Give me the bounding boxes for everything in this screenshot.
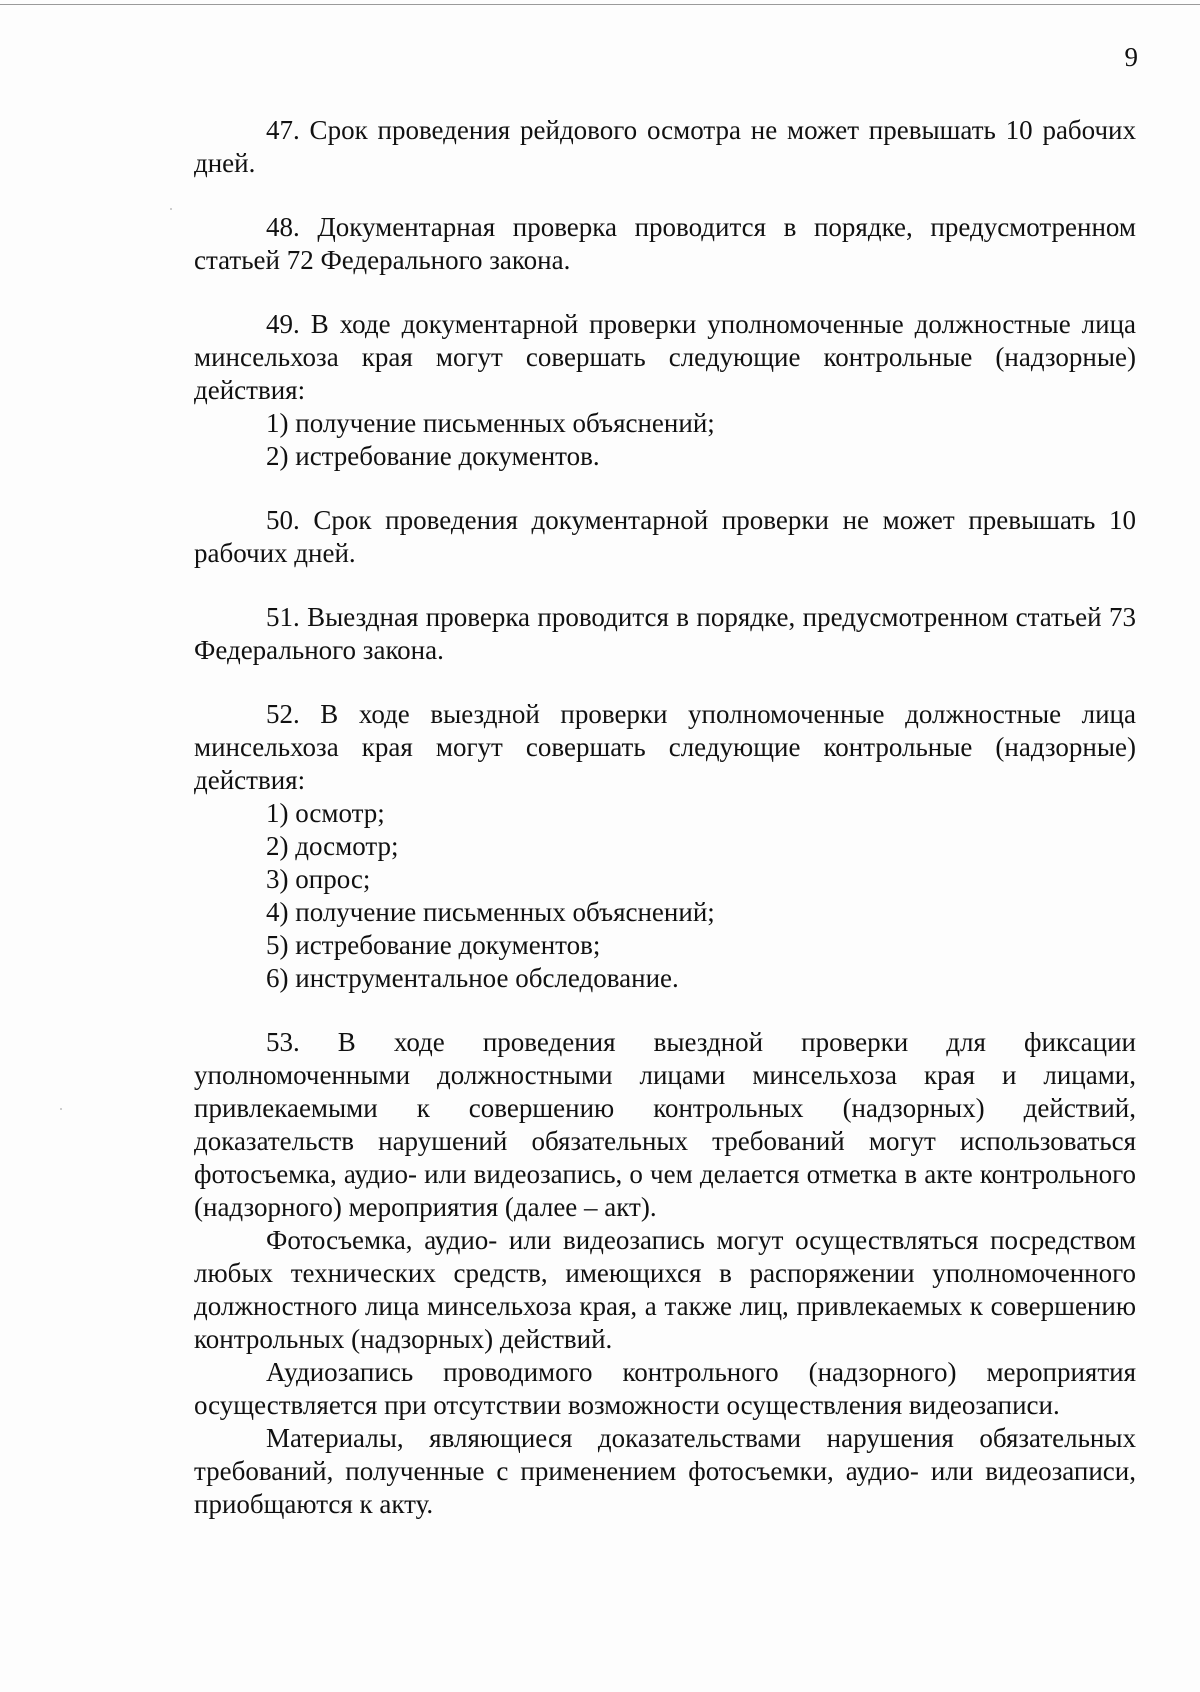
list-item: 5) истребование документов; [266,930,601,960]
paragraph-53-sub: Фотосъемка, аудио- или видеозапись могут осуществляться посредством любых технических средств, имеющихся в распоряжении уполномоченного должностного лица минсельхоза края, а также лиц, привлекаемых к совершению контрольных (надзорных) действий. [194,1225,1136,1354]
list-item: 1) получение письменных объяснений; [266,408,715,438]
paragraph-52: 52. В ходе выездной проверки уполномоченные должностные лица минсельхоза края могут совершать следующие контрольные (надзорные) действия: [194,699,1136,795]
paragraph-49: 49. В ходе документарной проверки уполномоченные должностные лица минсельхоза края могут совершать следующие контрольные (надзорные) действия: [194,309,1136,405]
list-item: 3) опрос; [266,864,371,894]
page-number: 9 [1124,42,1138,72]
list-item: 2) досмотр; [266,831,399,861]
paragraph-47: 47. Срок проведения рейдового осмотра не может превышать 10 рабочих дней. [194,115,1136,178]
paragraph-48: 48. Документарная проверка проводится в порядке, предусмотренном статьей 72 Федерального закона. [194,212,1136,275]
paragraph-51: 51. Выездная проверка проводится в порядке, предусмотренном статьей 73 Федерального закона. [194,602,1136,665]
list-item: 6) инструментальное обследование. [266,963,679,993]
scan-edge-line [0,4,1200,5]
paragraph-53: 53. В ходе проведения выездной проверки для фиксации уполномоченными должностными лицами минсельхоза края и лицами, привлекаемыми к совершению контрольных (надзорных) действий, доказательств нарушений обязательных требований могут использоваться фотосъемка, аудио- или видеозапись, о чем делается отметка в акте контрольного (надзорного) мероприятия (далее – акт). [194,1027,1136,1222]
list-item: 4) получение письменных объяснений; [266,897,715,927]
paragraph-53-sub: Аудиозапись проводимого контрольного (надзорного) мероприятия осуществляется при отсутствии возможности осуществления видеозаписи. [194,1357,1136,1420]
scan-speck [170,208,172,210]
scan-speck [60,1108,62,1110]
list-item: 1) осмотр; [266,798,385,828]
paragraph-53-sub: Материалы, являющиеся доказательствами нарушения обязательных требований, полученные с применением фотосъемки, аудио- или видеозаписи, приобщаются к акту. [194,1423,1136,1519]
document-body [194,114,1136,1521]
paragraph-50: 50. Срок проведения документарной проверки не может превышать 10 рабочих дней. [194,505,1136,568]
list-item: 2) истребование документов. [266,441,600,471]
